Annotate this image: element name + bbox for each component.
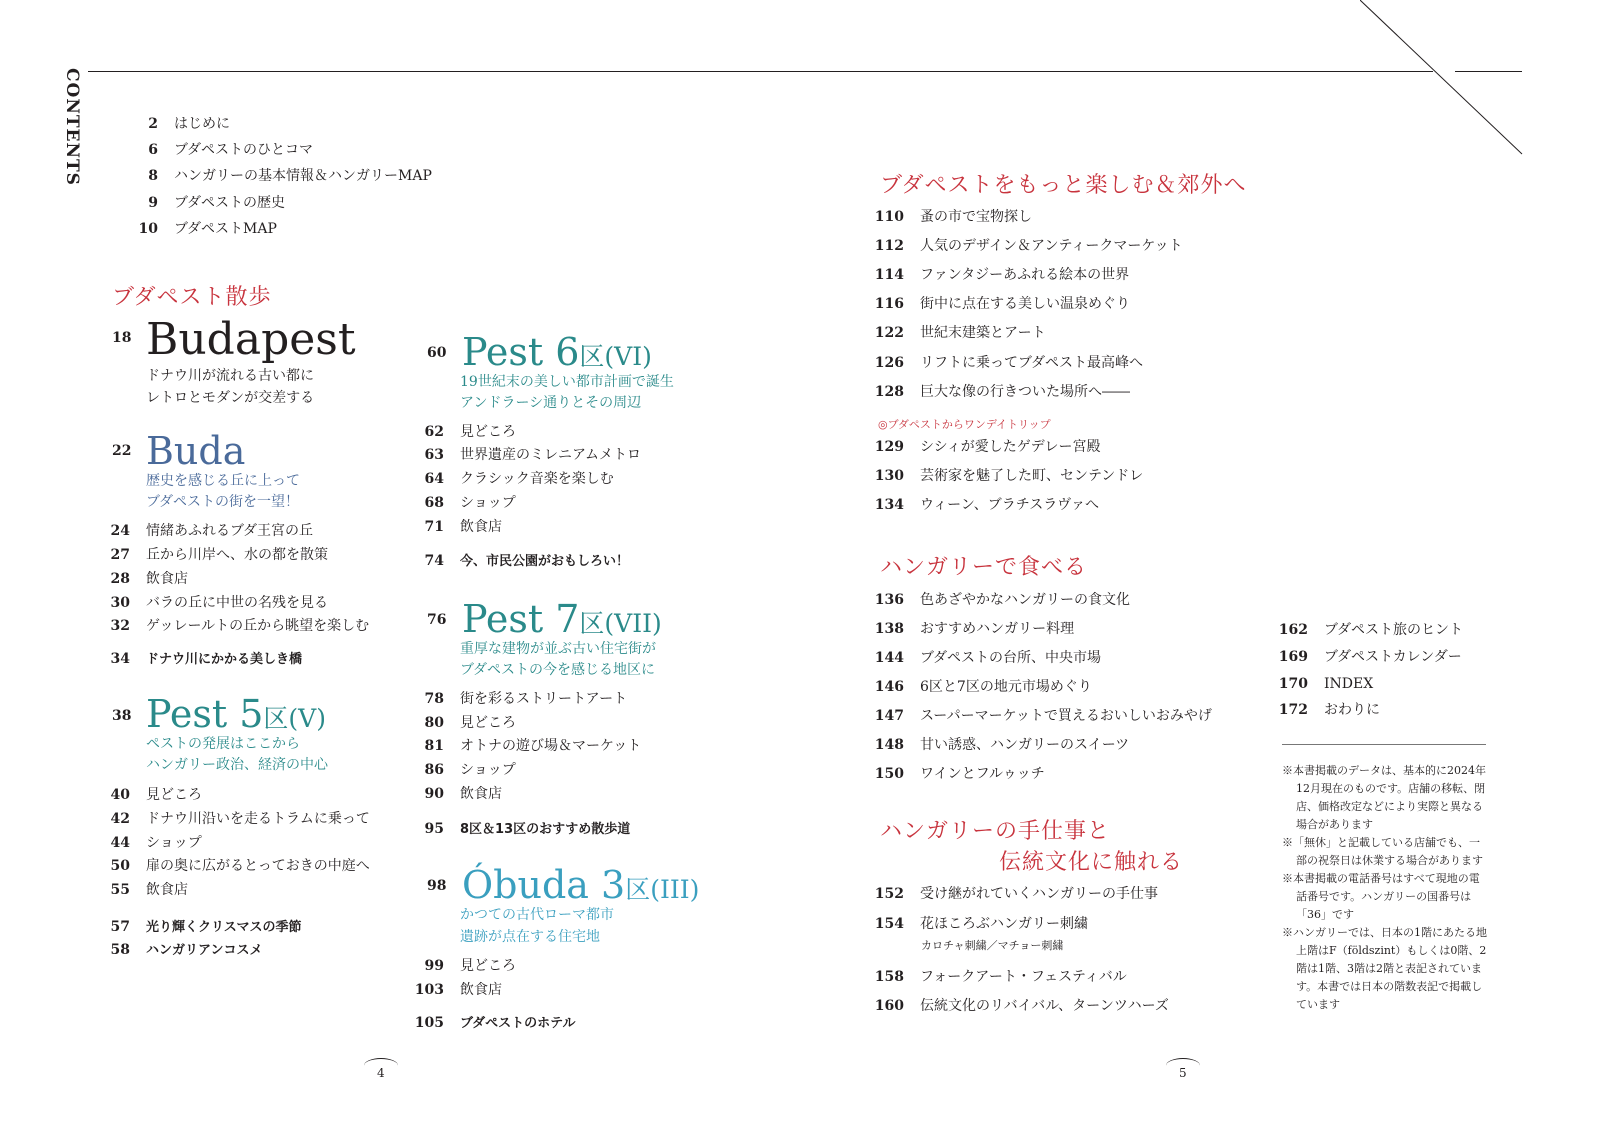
- note-item: ※本書掲載の電話番号はすべて現地の電話番号です。ハンガリーの国番号は「36」です: [1282, 872, 1480, 921]
- toc-entry[interactable]: 62 見どころ: [424, 424, 516, 440]
- toc-entry[interactable]: 64 クラシック音楽を楽しむ: [424, 471, 614, 487]
- toc-entry[interactable]: 63 世界遺産のミレニアムメトロ: [424, 447, 642, 463]
- toc-entry-feature[interactable]: 34 ドナウ川にかかる美しき橋: [110, 651, 303, 667]
- budapest-page: 18: [112, 330, 132, 346]
- buda-title[interactable]: Buda: [146, 429, 246, 473]
- obuda-title[interactable]: Óbuda 3区(III): [462, 863, 700, 907]
- toc-entry[interactable]: 55 飲食店: [110, 882, 188, 898]
- toc-entry[interactable]: 134 ウィーン、ブラチスラヴァへ: [874, 497, 1100, 513]
- buda-subtitle-2: ブダペストの街を一望！: [146, 494, 300, 510]
- pest7-subtitle-1: 重厚な建物が並ぶ古い住宅街が: [460, 641, 656, 657]
- toc-entry[interactable]: 147 スーパーマーケットで買えるおいしいおみやげ: [874, 708, 1212, 724]
- toc-entry[interactable]: 154 花ほころぶハンガリー刺繍: [874, 916, 1088, 932]
- note-item: ※「無休」と記載している店舗でも、一部の祝祭日は休業する場合があります: [1282, 836, 1483, 867]
- section-title-motto: ブダペストをもっと楽しむ＆郊外へ: [880, 173, 1247, 198]
- toc-entry[interactable]: 99 見どころ: [424, 958, 516, 974]
- toc-entry[interactable]: 50 扉の奥に広がるとっておきの中庭へ: [110, 858, 370, 874]
- toc-entry-feature[interactable]: 105 ブダペストのホテル: [414, 1015, 576, 1031]
- toc-entry-feature[interactable]: 95 8区＆13区のおすすめ散歩道: [424, 821, 631, 837]
- toc-entry[interactable]: 6 ブダペストのひとコマ: [148, 142, 314, 158]
- obuda-page: 98: [427, 878, 447, 894]
- section-title-taberu: ハンガリーで食べる: [880, 555, 1088, 580]
- toc-entry[interactable]: 129 シシィが愛したゲデレー宮殿: [874, 439, 1101, 455]
- budapest-title[interactable]: Budapest: [146, 314, 356, 365]
- toc-entry[interactable]: 9 ブダペストの歴史: [148, 195, 286, 211]
- toc-entry[interactable]: 30 バラの丘に中世の名残を見る: [110, 595, 328, 611]
- toc-entry[interactable]: 162 ブダペスト旅のヒント: [1278, 622, 1464, 638]
- corner-diagonal: [1360, 0, 1530, 160]
- toc-entry[interactable]: 68 ショップ: [424, 495, 516, 511]
- toc-entry[interactable]: 170 INDEX: [1278, 676, 1374, 692]
- toc-entry[interactable]: 103 飲食店: [414, 982, 502, 998]
- obuda-subtitle-2: 遺跡が点在する住宅地: [460, 929, 600, 945]
- toc-entry[interactable]: 40 見どころ: [110, 787, 202, 803]
- toc-entry[interactable]: 144 ブダペストの台所、中央市場: [874, 650, 1102, 666]
- toc-entry[interactable]: 112 人気のデザイン＆アンティークマーケット: [874, 238, 1183, 254]
- toc-entry-feature[interactable]: 74 今、市民公園がおもしろい！: [424, 553, 630, 569]
- toc-entry[interactable]: 28 飲食店: [110, 571, 188, 587]
- pest5-title[interactable]: Pest 5区(V): [146, 692, 326, 736]
- pest6-page: 60: [427, 345, 447, 361]
- contents-vertical-title: CONTENTS: [62, 68, 82, 186]
- toc-entry[interactable]: 110 蚤の市で宝物探し: [874, 209, 1032, 225]
- page-number-right: 5: [1179, 1066, 1187, 1080]
- toc-entry[interactable]: 122 世紀末建築とアート: [874, 325, 1046, 341]
- toc-entry[interactable]: 24 情緒あふれるブダ王宮の丘: [110, 523, 314, 539]
- toc-entry[interactable]: 169 ブダペストカレンダー: [1278, 649, 1462, 665]
- toc-entry[interactable]: 128 巨大な像の行きついた場所へ――: [874, 384, 1130, 400]
- pest6-subtitle-2: アンドラーシ通りとその周辺: [460, 395, 642, 411]
- toc-entry[interactable]: 126 リフトに乗ってブダペスト最高峰へ: [874, 355, 1144, 371]
- page-number-left: 4: [377, 1066, 385, 1080]
- pest5-page: 38: [112, 708, 132, 724]
- toc-entry[interactable]: 78 街を彩るストリートアート: [424, 691, 628, 707]
- toc-entry[interactable]: 150 ワインとフルゥッチ: [874, 766, 1045, 782]
- toc-entry[interactable]: 81 オトナの遊び場＆マーケット: [424, 738, 642, 754]
- toc-entry[interactable]: 130 芸術家を魅了した町、センテンドレ: [874, 468, 1144, 484]
- toc-entry[interactable]: 138 おすすめハンガリー料理: [874, 621, 1075, 637]
- toc-entry[interactable]: 71 飲食店: [424, 519, 502, 535]
- budapest-subtitle-1: ドナウ川が流れる古い都に: [146, 368, 314, 384]
- toc-entry[interactable]: 10 ブダペストMAP: [138, 221, 277, 237]
- pest6-title[interactable]: Pest 6区(VI): [462, 330, 652, 374]
- toc-entry[interactable]: 136 色あざやかなハンガリーの食文化: [874, 592, 1130, 608]
- pest7-page: 76: [427, 612, 447, 628]
- toc-entry[interactable]: 158 フォークアート・フェスティバル: [874, 969, 1127, 985]
- section-title-sanpo: ブダペスト散歩: [112, 285, 272, 310]
- notes: [1282, 762, 1488, 1014]
- toc-entry[interactable]: 80 見どころ: [424, 715, 516, 731]
- pest5-subtitle-2: ハンガリー政治、経済の中心: [146, 757, 328, 773]
- toc-entry-feature[interactable]: 57 光り輝くクリスマスの季節: [110, 919, 302, 935]
- pest5-subtitle-1: ペストの発展はここから: [146, 736, 300, 752]
- pest7-subtitle-2: ブダペストの今を感じる地区に: [460, 662, 656, 678]
- toc-entry[interactable]: 146 6区と7区の地元市場めぐり: [874, 679, 1092, 695]
- toc-entry[interactable]: 152 受け継がれていくハンガリーの手仕事: [874, 886, 1158, 902]
- toc-entry[interactable]: 114 ファンタジーあふれる絵本の世界: [874, 267, 1130, 283]
- note-item: ※ハンガリーでは、日本の1階にあたる地上階はF（földszint）もしくは0階、2階は1階、3階は2階と表記されています。本書では日本の階数表記で掲載しています: [1282, 926, 1487, 1011]
- toc-entry[interactable]: 160 伝統文化のリバイバル、ターンツハーズ: [874, 998, 1169, 1014]
- toc-entry[interactable]: 116 街中に点在する美しい温泉めぐり: [874, 296, 1130, 312]
- toc-entry[interactable]: 8 ハンガリーの基本情報＆ハンガリーMAP: [148, 168, 432, 184]
- section-title-teshigoto-2: 伝統文化に触れる: [999, 850, 1184, 875]
- buda-subtitle-1: 歴史を感じる丘に上って: [146, 473, 300, 489]
- toc-entry[interactable]: 32 ゲッレールトの丘から眺望を楽しむ: [110, 618, 370, 634]
- note-item: ※本書掲載のデータは、基本的に2024年12月現在のものです。店舗の移転、閉店、価格改定などにより実際と異なる場合があります: [1282, 764, 1486, 831]
- pest6-subtitle-1: 19世紀末の美しい都市計画で誕生: [460, 374, 674, 390]
- notes-rule: [1282, 744, 1486, 745]
- toc-entry[interactable]: 172 おわりに: [1278, 702, 1380, 718]
- toc-entry[interactable]: 44 ショップ: [110, 835, 202, 851]
- budapest-subtitle-2: レトロとモダンが交差する: [146, 390, 315, 406]
- toc-entry[interactable]: 86 ショップ: [424, 762, 516, 778]
- buda-page: 22: [112, 443, 132, 459]
- pest7-title[interactable]: Pest 7区(VII): [462, 597, 662, 641]
- daytrip-label: ◎ブダペストからワンデイトリップ: [878, 418, 1051, 431]
- obuda-subtitle-1: かつての古代ローマ都市: [460, 907, 614, 923]
- toc-entry[interactable]: 42 ドナウ川沿いを走るトラムに乗って: [110, 811, 370, 827]
- top-rule: [88, 71, 1433, 72]
- toc-entry[interactable]: 90 飲食店: [424, 786, 502, 802]
- embroidery-subtitle: カロチャ刺繍／マチョー刺繍: [921, 939, 1064, 952]
- toc-entry-feature[interactable]: 58 ハンガリアンコスメ: [110, 942, 263, 958]
- toc-entry[interactable]: 2 はじめに: [148, 116, 230, 132]
- toc-entry[interactable]: 27 丘から川岸へ、水の都を散策: [110, 547, 328, 563]
- toc-entry[interactable]: 148 甘い誘惑、ハンガリーのスイーツ: [874, 737, 1130, 753]
- section-title-teshigoto-1: ハンガリーの手仕事と: [880, 819, 1111, 844]
